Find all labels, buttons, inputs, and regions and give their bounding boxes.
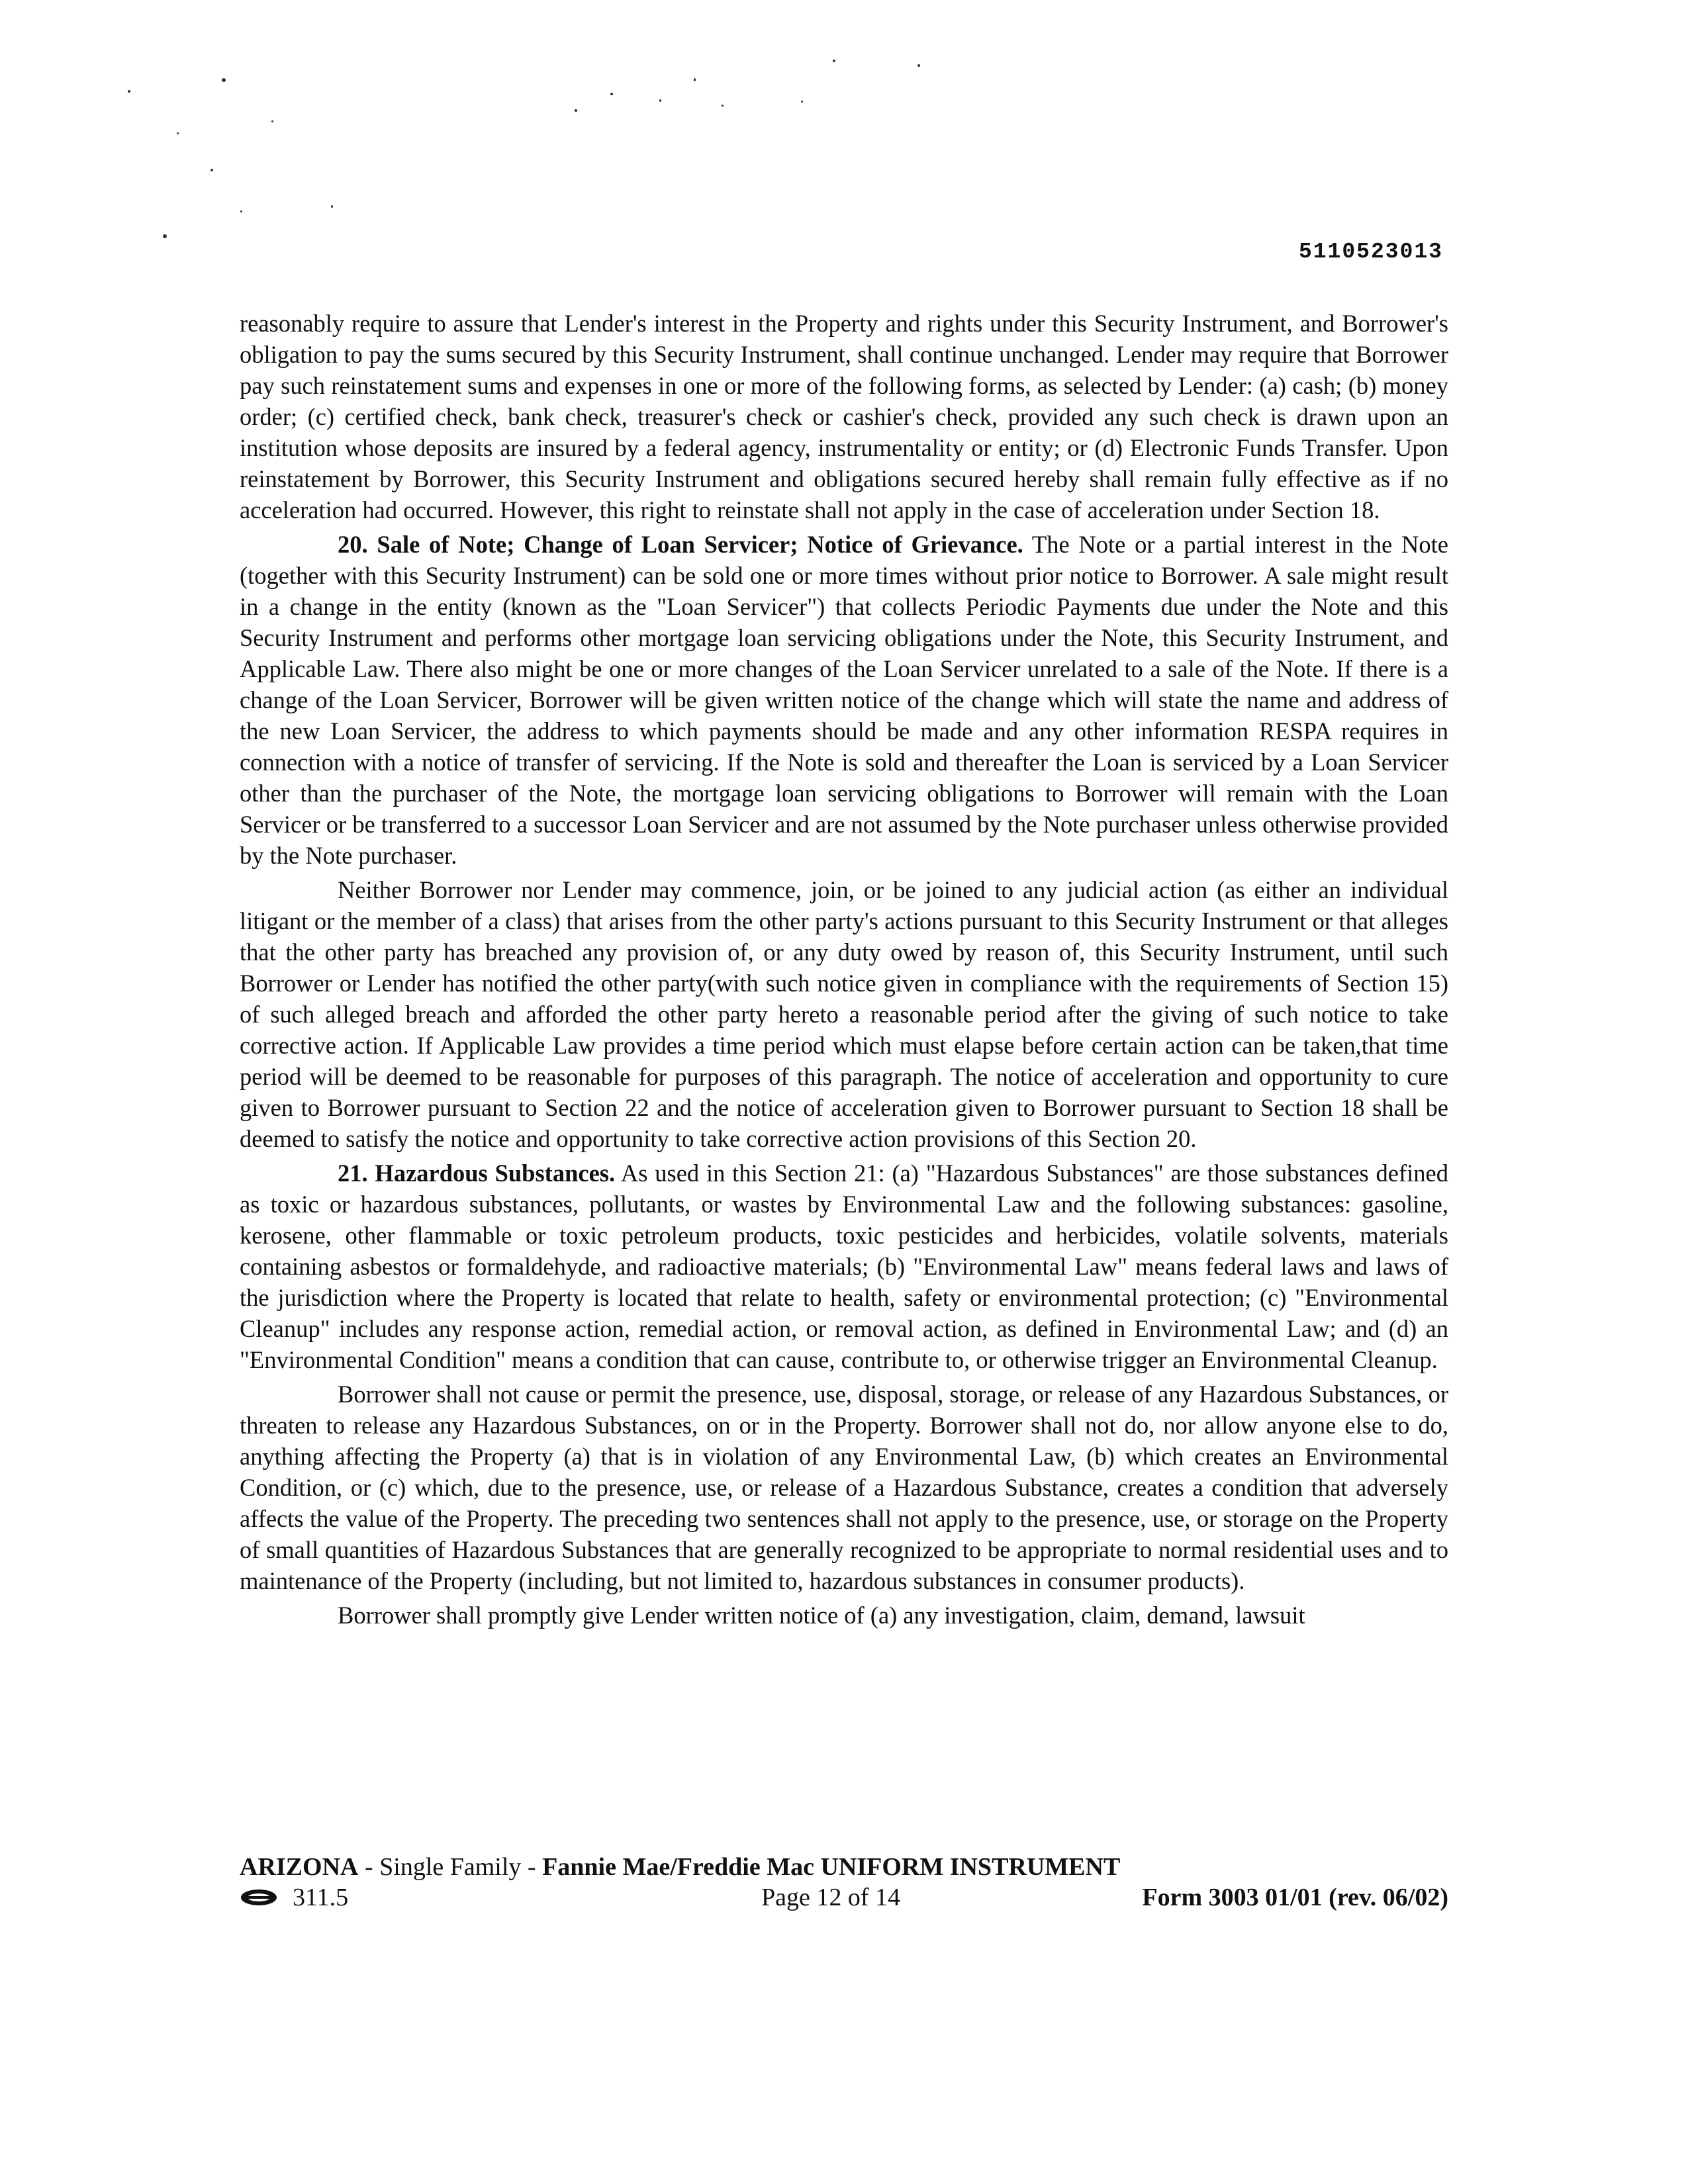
section-21-heading: 21. Hazardous Substances.	[338, 1160, 616, 1187]
scan-speck	[240, 210, 242, 212]
section-21-paragraph-3: Borrower shall promptly give Lender written notice of (a) any investigation, claim, demand, lawsuit	[338, 1602, 1305, 1629]
scan-speck	[575, 109, 577, 112]
section-21-paragraph	[240, 1158, 1448, 1375]
section-20-paragraph	[240, 529, 1448, 871]
vmp-logo-icon	[240, 1888, 278, 1907]
paragraph-reinstatement-continued: reasonably require to assure that Lender's interest in the Property and rights under this Security Instrument, and Borrower's obligation to pay the sums secured by this Security Instrument, shall continue unchanged. Lender may require that Borrower pay such reinstatement sums and expenses in one or more of the following forms, as selected by Lender: (a) cash; (b) money order; (c) certified check, bank check, treasurer's check or cashier's check, provided any such check is drawn upon an institution whose deposits are insured by a federal agency, instrumentality or entity; or (d) Electronic Funds Transfer. Upon reinstatement by Borrower, this Security Instrument and obligations secured hereby shall remain fully effective as if no acceleration had occurred. However, this right to reinstate shall not apply in the case of acceleration under Section 18.	[240, 310, 1448, 523]
scan-speck	[610, 93, 613, 95]
document-body	[240, 308, 1448, 1634]
footer-separator: - Single Family -	[358, 1853, 543, 1881]
footer-code-group	[240, 1882, 348, 1913]
section-20-paragraph-2: Neither Borrower nor Lender may commence, join, or be joined to any judicial action (as either an individual litigant or the member of a class) that arises from the other party's actions pursuant to this Security Instrument or that alleges that the other party has breached any provision of, or any duty owed by reason of, this Security Instrument, until such Borrower or Lender has notified the other party(with such notice given in compliance with the requirements of Section 15) of such alleged breach and afforded the other party hereto a reasonable period after the giving of such notice to take corrective action. If Applicable Law provides a time period which must elapse before certain action can be taken,that time period will be deemed to be reasonable for purposes of this paragraph. The notice of acceleration and opportunity to cure given to Borrower pursuant to Section 22 and the notice of acceleration given to Borrower pursuant to Section 18 shall be deemed to satisfy the notice and opportunity to take corrective action provisions of this Section 20.	[240, 876, 1448, 1152]
section-20-heading: 20. Sale of Note; Change of Loan Servicer; Notice of Grievance.	[338, 531, 1023, 558]
scan-speck	[331, 205, 333, 208]
scan-speck	[177, 132, 179, 134]
page-footer	[240, 1852, 1448, 1913]
scan-speck	[659, 99, 661, 102]
scan-speck	[801, 101, 803, 103]
footer-instrument: Fannie Mae/Freddie Mac UNIFORM INSTRUMENT	[542, 1853, 1121, 1881]
scan-speck	[271, 120, 273, 122]
scan-speck	[211, 169, 213, 171]
footer-form-title	[240, 1852, 1448, 1882]
footer-state: ARIZONA	[240, 1853, 359, 1881]
scan-speck	[694, 78, 696, 81]
footer-code: 311.5	[293, 1884, 349, 1911]
section-21-text: As used in this Section 21: (a) "Hazardous Substances" are those substances defined as toxic or hazardous substances, pollutants, or wastes by Environmental Law and the following substances: gasoline, kerosene, other flammable or toxic petroleum products, toxic pesticides and herbicides, volatile solvents, materials containing asbestos or formaldehyde, and radioactive materials; (b) "Environmental Law" means federal laws and laws of the jurisdiction where the Property is located that relate to health, safety or environmental protection; (c) "Environmental Cleanup" includes any response action, remedial action, or removal action, as defined in Environmental Law; and (d) an "Environmental Condition" means a condition that can cause, contribute to, or otherwise trigger an Environmental Cleanup.	[240, 1160, 1449, 1373]
scan-speck	[833, 60, 835, 62]
document-number: 5110523013	[1298, 240, 1443, 264]
scan-speck	[917, 64, 920, 67]
scan-speck	[722, 105, 724, 107]
footer-form-number: Form 3003 01/01 (rev. 06/02)	[1142, 1884, 1448, 1911]
scan-speck	[128, 90, 130, 93]
section-21-paragraph-2: Borrower shall not cause or permit the presence, use, disposal, storage, or release of any Hazardous Substances, or threaten to release any Hazardous Substances, on or in the Property. Borrower shall not do, nor allow anyone else to do, anything affecting the Property (a) that is in violation of any Environmental Law, (b) which creates an Environmental Condition, or (c) which, due to the presence, use, or release of a Hazardous Substance, creates a condition that adversely affects the value of the Property. The preceding two sentences shall not apply to the presence, use, or storage on the Property of small quantities of Hazardous Substances that are generally recognized to be appropriate to normal residential uses and to maintenance of the Property (including, but not limited to, hazardous substances in consumer products).	[240, 1381, 1448, 1594]
footer-page-number: Page 12 of 14	[761, 1884, 901, 1911]
scan-speck	[222, 78, 226, 82]
scan-speck	[163, 234, 167, 238]
section-20-text: The Note or a partial interest in the Note (together with this Security Instrument) can be sold one or more times without prior notice to Borrower. A sale might result in a change in the entity (known as the "Loan Servicer") that collects Periodic Payments due under the Note and this Security Instrument and performs other mortgage loan servicing obligations under the Note, this Security Instrument, and Applicable Law. There also might be one or more changes of the Loan Servicer unrelated to a sale of the Note. If there is a change of the Loan Servicer, Borrower will be given written notice of the change which will state the name and address of the new Loan Servicer, the address to which payments should be made and any other information RESPA requires in connection with a notice of transfer of servicing. If the Note is sold and thereafter the Loan is serviced by a Loan Servicer other than the purchaser of the Note, the mortgage loan servicing obligations to Borrower will remain with the Loan Servicer or be transferred to a successor Loan Servicer and are not assumed by the Note purchaser unless otherwise provided by the Note purchaser.	[240, 531, 1448, 869]
footer-form-info	[240, 1882, 1448, 1913]
